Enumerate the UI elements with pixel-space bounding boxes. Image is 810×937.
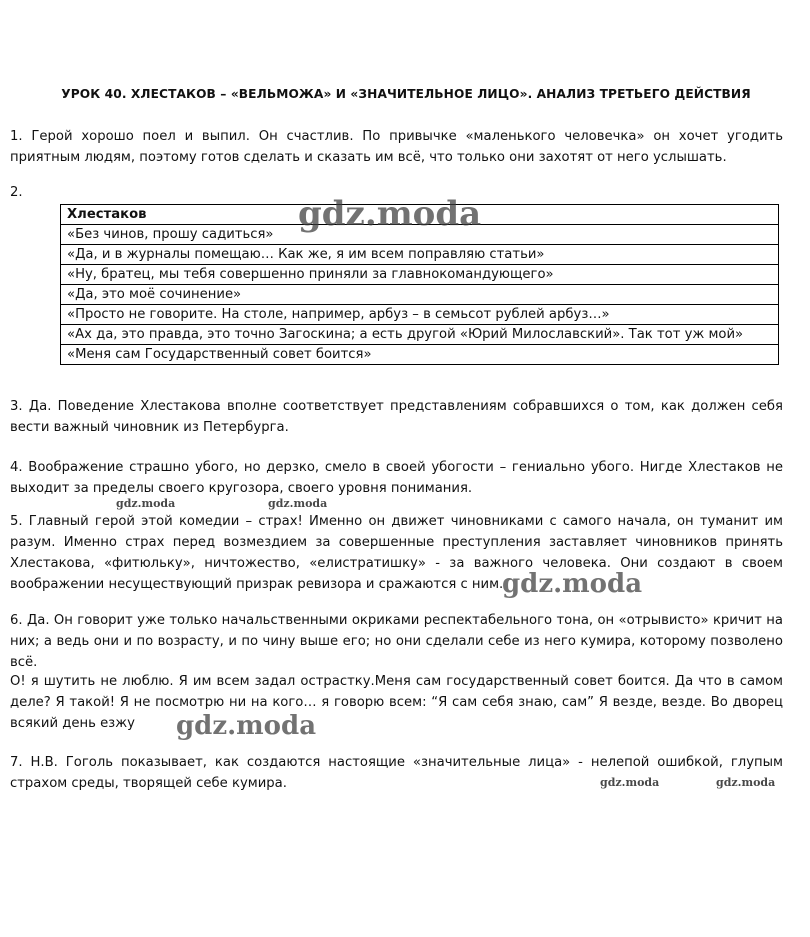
watermark-logo: gdz.moda — [176, 711, 317, 741]
table-cell: «Меня сам Государственный совет боится» — [61, 345, 779, 365]
watermark-logo: gdz.moda — [716, 776, 776, 789]
answer-6: 6. Да. Он говорит уже только начальственными окриками респектабельного тона, он «отрывисто» кричит на них; а ведь они и по возрасту, и по чину выше его; но они сделали себе из него кумира, которому позволено всё. — [10, 613, 783, 670]
watermark-logo: gdz.moda — [268, 497, 328, 510]
watermark-logo: gdz.moda — [502, 569, 643, 599]
table-row — [61, 245, 779, 265]
answer-6-quote: О! я шутить не люблю. Я им всем задал острастку.Меня сам государственный совет боится. Да что в самом деле? Я такой! Я не посмотрю ни на кого… я говорю всем: “Я сам себя знаю, сам” Я везде, везде. Во дворец всякий день езжу — [10, 674, 783, 731]
table-cell: «Да, и в журналы помещаю… Как же, я им всем поправляю статьи» — [61, 245, 779, 265]
watermark-logo: gdz.moda — [298, 194, 482, 234]
answer-5: 5. Главный герой этой комедии – страх! Именно он движет чиновниками с самого начала, он туманит им разум. Именно страх перед возмездием за совершенные преступления заставляет чиновников принять Хлестакова, «фитюльку», ничтожество, «елистратишку» - за важного человека. Они создают в своем воображении несуществующий призрак ревизора и сражаются с ним. — [10, 514, 783, 592]
table-row — [61, 265, 779, 285]
watermark-logo: gdz.moda — [600, 776, 660, 789]
table-cell: «Да, это моё сочинение» — [61, 285, 779, 305]
table-header-cell: Хлестаков — [61, 205, 779, 225]
table-row — [61, 345, 779, 365]
answer-1: 1. Герой хорошо поел и выпил. Он счастлив. По привычке «маленького человечка» он хочет угодить приятным людям, поэтому готов сделать и сказать им всё, что только они захотят от него услышать. — [10, 129, 783, 165]
table-cell: «Ну, братец, мы тебя совершенно приняли за главнокомандующего» — [61, 265, 779, 285]
page-title: УРОК 40. ХЛЕСТАКОВ – «ВЕЛЬМОЖА» И «ЗНАЧИТЕЛЬНОЕ ЛИЦО». АНАЛИЗ ТРЕТЬЕГО ДЕЙСТВИЯ — [61, 87, 751, 101]
answer-3: 3. Да. Поведение Хлестакова вполне соответствует представлениям собравшихся о том, как должен себя вести важный чиновник из Петербурга. — [10, 399, 783, 435]
table-row — [61, 305, 779, 325]
answer-2-number: 2. — [10, 185, 23, 200]
table-cell: «Без чинов, прошу садиться» — [61, 225, 779, 245]
watermark-logo: gdz.moda — [116, 497, 176, 510]
table-cell: «Ах да, это правда, это точно Загоскина; а есть другой «Юрий Милославский». Так тот уж мой» — [61, 325, 779, 345]
table-row — [61, 325, 779, 345]
answer-4: 4. Воображение страшно убого, но дерзко, смело в своей убогости – гениально убого. Нигде Хлестаков не выходит за пределы своего кругозора, своего уровня понимания. — [10, 460, 783, 496]
table-row — [61, 285, 779, 305]
table-cell: «Просто не говорите. На столе, например, арбуз – в семьсот рублей арбуз…» — [61, 305, 779, 325]
answer-7: 7. Н.В. Гоголь показывает, как создаются настоящие «значительные лица» - нелепой ошибкой, глупым страхом среды, творящей себе кумира. — [10, 755, 783, 791]
